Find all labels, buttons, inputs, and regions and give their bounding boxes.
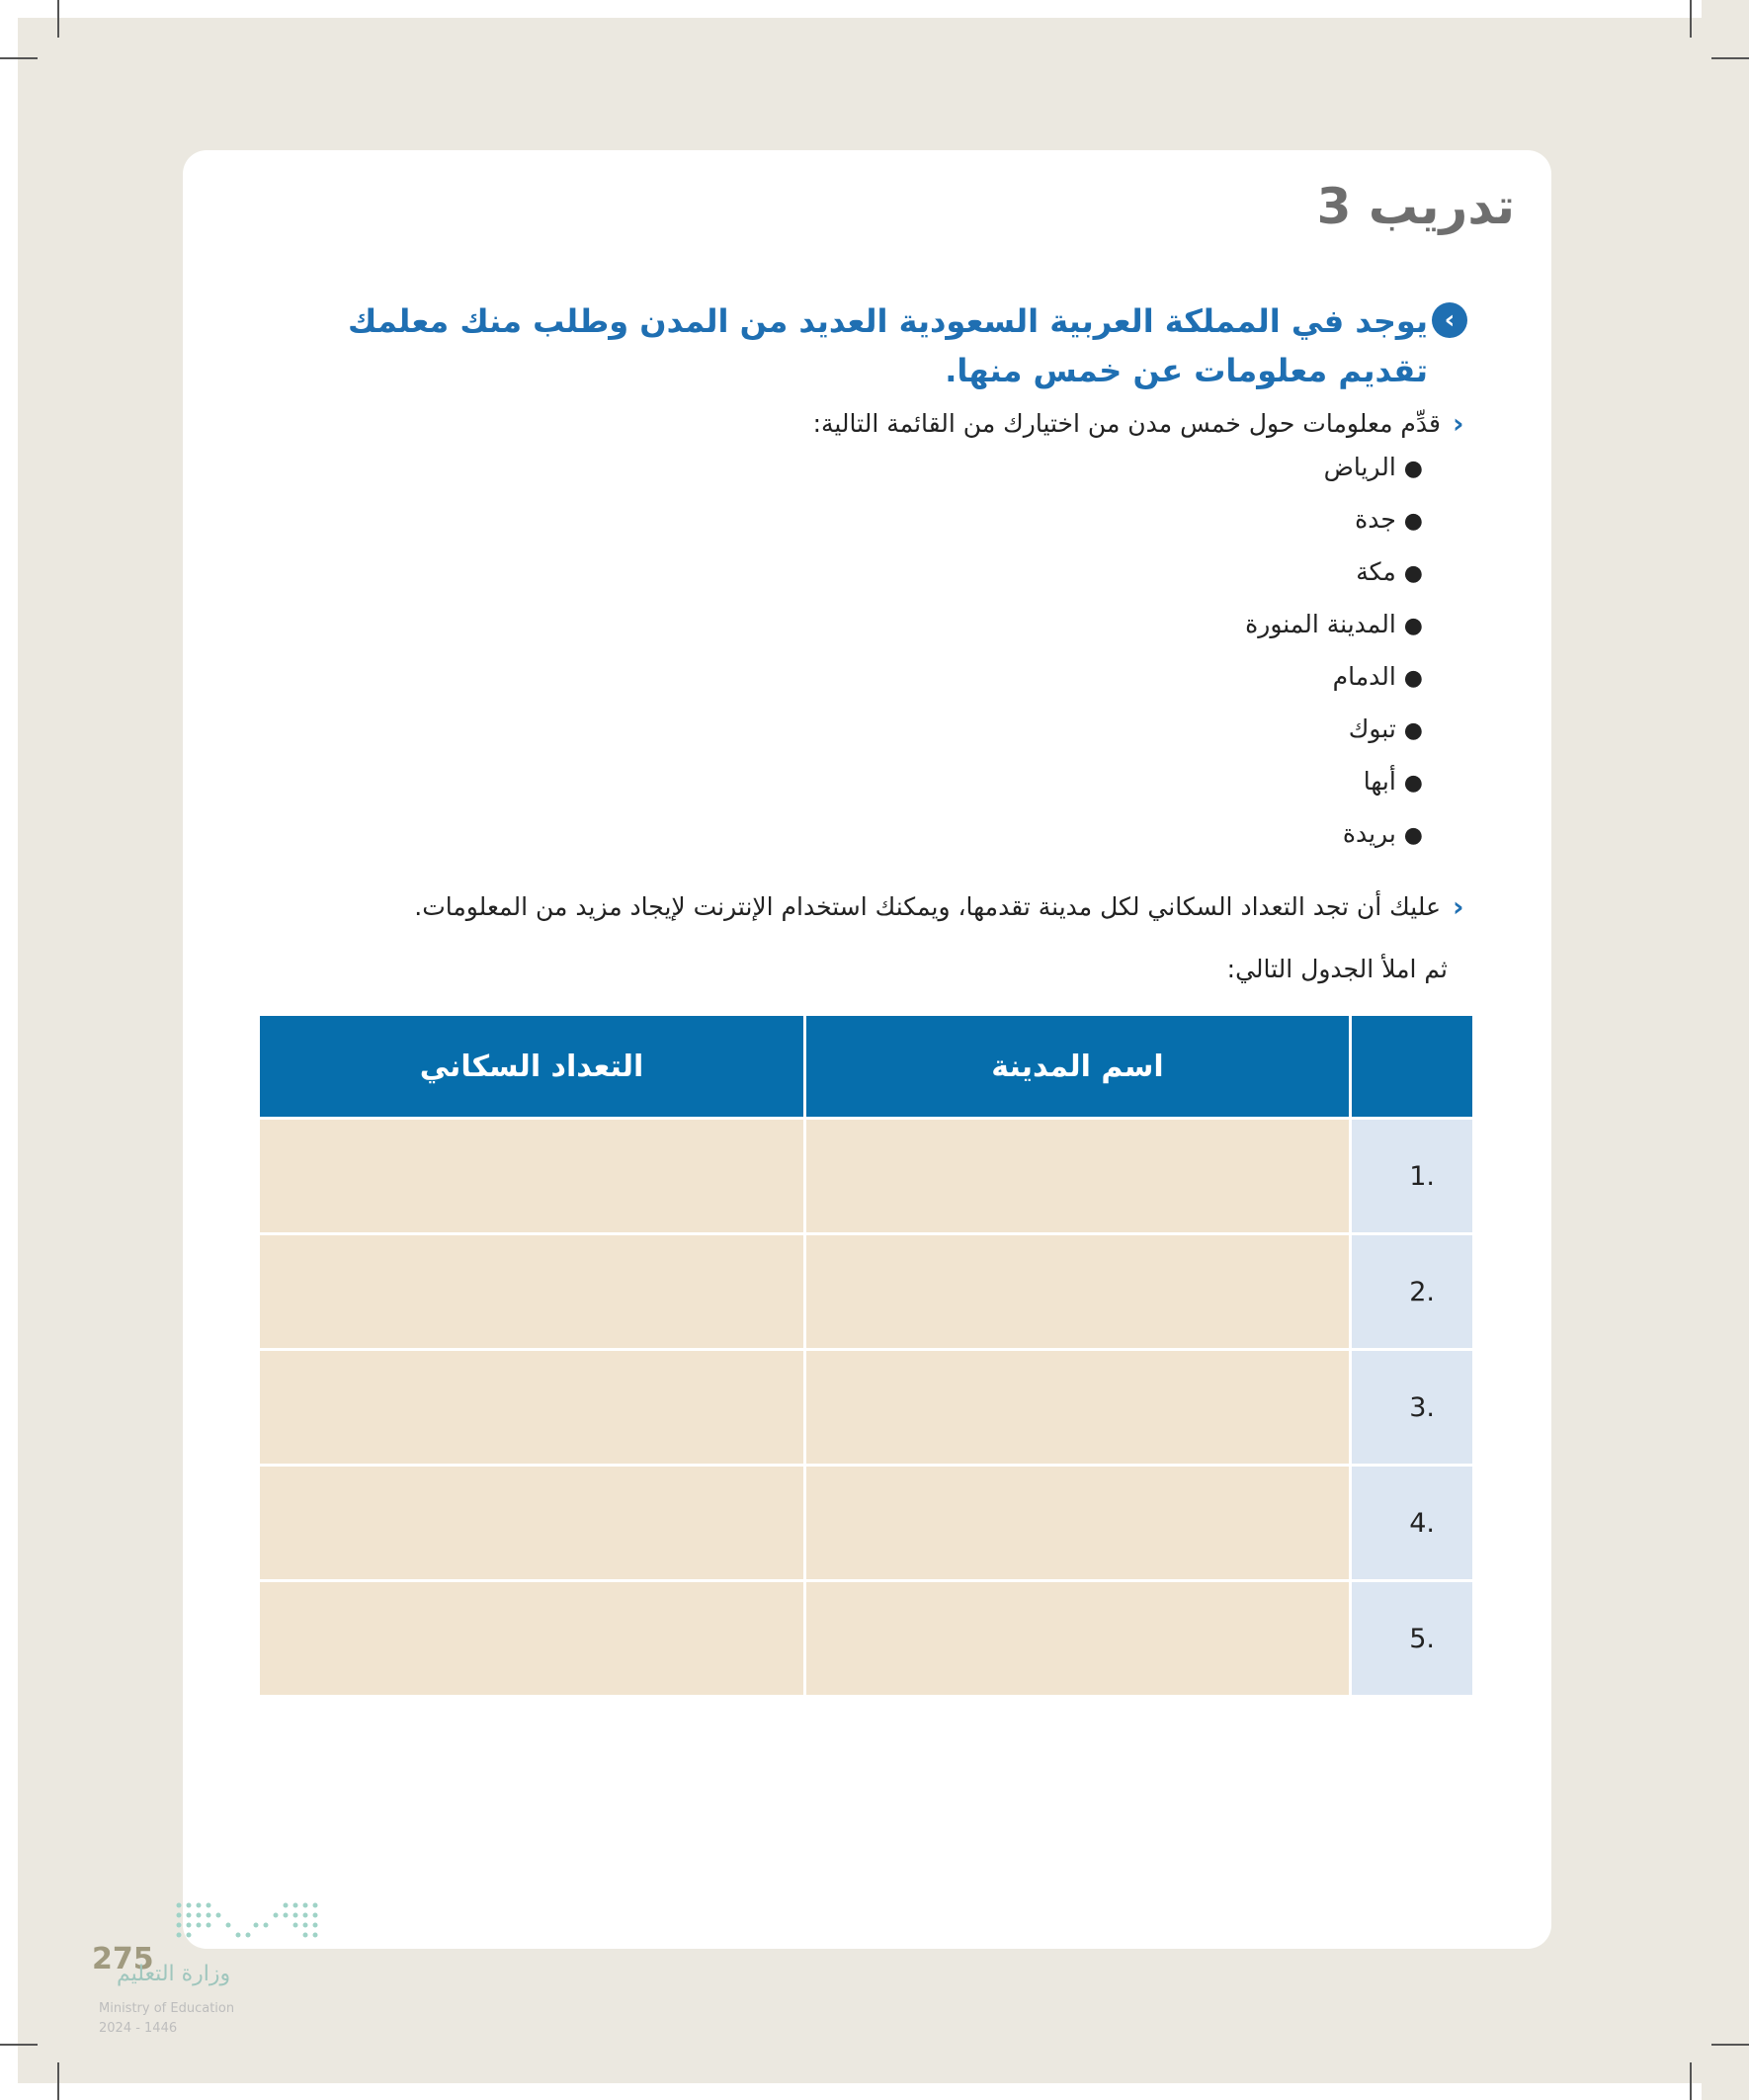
instruction-step-2: عليك أن تجد التعداد السكاني لكل مدينة تقدمها، ويمكنك استخدام الإنترنت لإيجاد مزيد من المعلومات. (414, 892, 1441, 921)
header-city-name: اسم المدينة (805, 1015, 1351, 1119)
list-item: ●أبها (1363, 767, 1423, 796)
instruction-step-1: قدِّم معلومات حول خمس مدن من اختيارك من القائمة التالية: (812, 409, 1441, 438)
bullet-icon: ● (1403, 718, 1423, 743)
row-number: .5 (1351, 1581, 1474, 1697)
city-name-cell[interactable] (805, 1234, 1351, 1350)
chevron-right-icon: › (1453, 890, 1464, 923)
list-item: ●مكة (1356, 557, 1423, 586)
population-cell[interactable] (259, 1234, 805, 1350)
list-item: ●الرياض (1323, 453, 1423, 481)
table-row (259, 1234, 1474, 1350)
population-cell[interactable] (259, 1350, 805, 1466)
exercise-intro: يوجد في المملكة العربية السعودية العديد من المدن وطلب منك معلمك تقديم معلومات عن خمس منها. (348, 302, 1428, 389)
list-item: ●جدة (1355, 505, 1423, 534)
instruction-step-3: ثم املأ الجدول التالي: (1226, 955, 1448, 983)
table-row (259, 1581, 1474, 1697)
crop-mark (0, 2044, 38, 2046)
header-population: التعداد السكاني (259, 1015, 805, 1119)
bullet-icon: ● (1403, 561, 1423, 586)
city-name-cell[interactable] (805, 1466, 1351, 1581)
page-number: 275 (92, 1942, 154, 1976)
city-name-cell[interactable] (805, 1350, 1351, 1466)
crop-mark (1711, 57, 1749, 59)
bullet-icon: ● (1403, 771, 1423, 796)
city-name-cell[interactable] (805, 1119, 1351, 1234)
population-cell[interactable] (259, 1119, 805, 1234)
row-number: .2 (1351, 1234, 1474, 1350)
page-title: تدريب 3 (1316, 178, 1515, 235)
list-item: ●بريدة (1342, 819, 1423, 848)
row-number: .4 (1351, 1466, 1474, 1581)
population-cell[interactable] (259, 1581, 805, 1697)
bullet-icon: ● (1403, 614, 1423, 638)
ministry-name-arabic: وزارة التعليم (117, 1962, 231, 1986)
table-row (259, 1466, 1474, 1581)
table-row (259, 1119, 1474, 1234)
crop-mark (1711, 2044, 1749, 2046)
row-number: .3 (1351, 1350, 1474, 1466)
chevron-right-icon: › (1453, 407, 1464, 440)
chevron-circle-icon: ‹ (1432, 302, 1467, 338)
population-cell[interactable] (259, 1466, 805, 1581)
table-header-row (259, 1015, 1474, 1119)
crop-mark (1690, 2062, 1692, 2100)
ministry-name-english: Ministry of Education (99, 2001, 235, 2016)
list-item: ●الدمام (1332, 662, 1423, 691)
crop-mark (0, 57, 38, 59)
list-item: ●المدينة المنورة (1245, 610, 1423, 638)
edition-year: 2024 - 1446 (99, 2021, 178, 2036)
ministry-logo-icon (173, 1899, 331, 1947)
city-list (1245, 453, 1423, 872)
crop-mark (57, 2062, 59, 2100)
bullet-icon: ● (1403, 457, 1423, 481)
header-index (1351, 1015, 1474, 1119)
city-name-cell[interactable] (805, 1581, 1351, 1697)
bullet-icon: ● (1403, 666, 1423, 691)
crop-mark (57, 0, 59, 38)
list-item: ●تبوك (1348, 714, 1423, 743)
bullet-icon: ● (1403, 509, 1423, 534)
row-number: .1 (1351, 1119, 1474, 1234)
bullet-icon: ● (1403, 823, 1423, 848)
crop-mark (1690, 0, 1692, 38)
table-row (259, 1350, 1474, 1466)
page-edge-strip (1702, 0, 1749, 2100)
population-table (257, 1013, 1475, 1698)
